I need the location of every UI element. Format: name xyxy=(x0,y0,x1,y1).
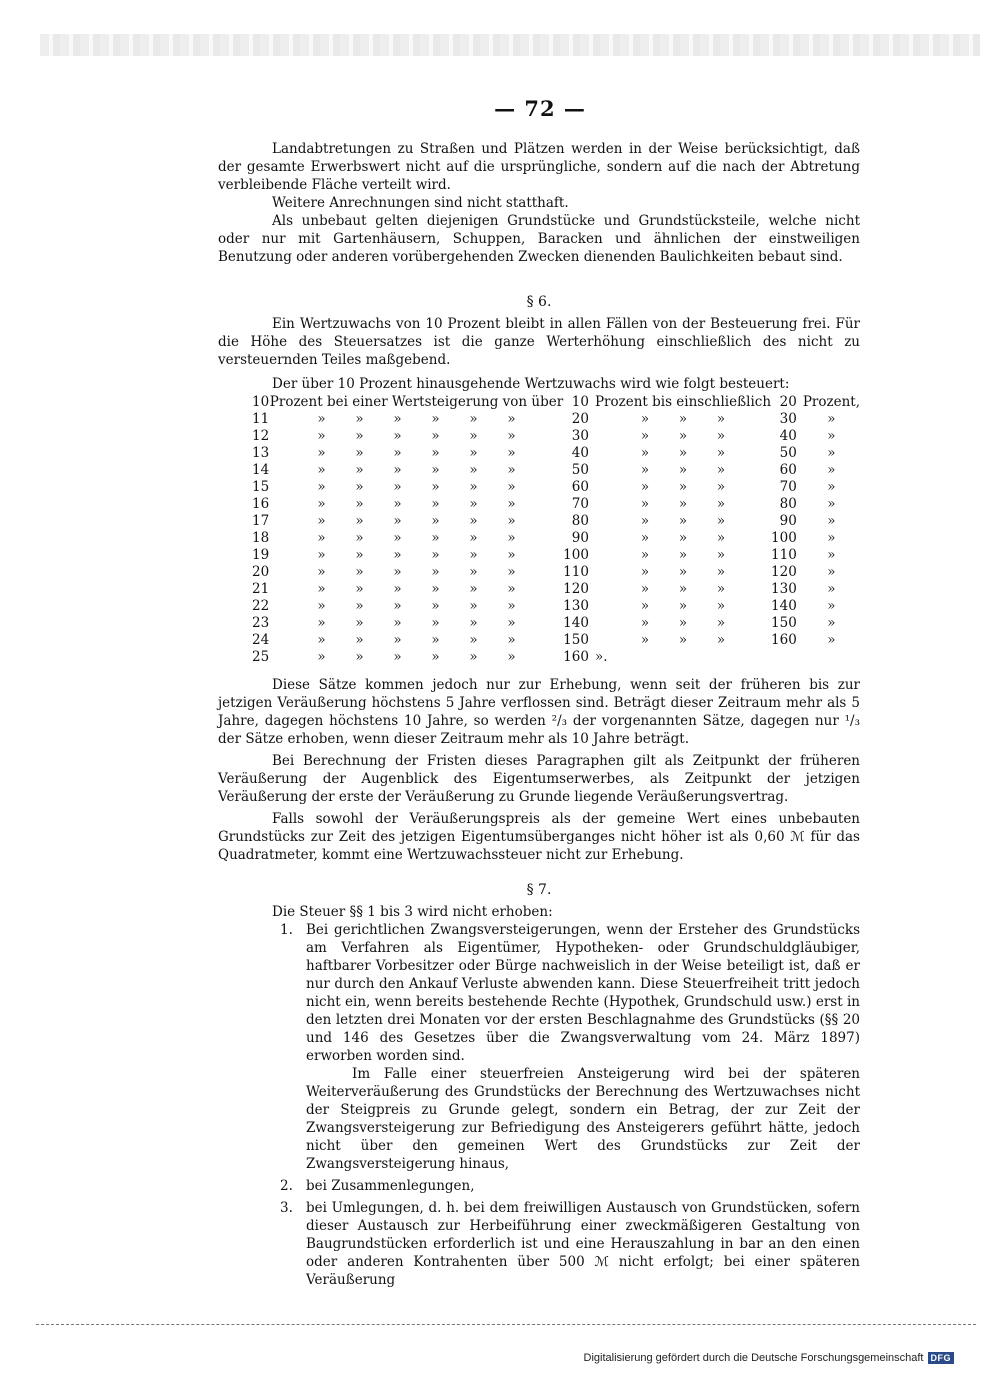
ditto-group xyxy=(595,445,771,462)
ditto-mark: » xyxy=(469,649,478,665)
scan-artifact-band xyxy=(40,34,980,56)
ditto-mark: » xyxy=(393,513,402,529)
ditto-mark: » xyxy=(507,479,516,495)
ditto-group xyxy=(803,547,860,564)
from-cell: 10 xyxy=(571,394,589,410)
ditto-mark: » xyxy=(640,411,650,427)
ditto-mark: » xyxy=(469,581,478,597)
ditto-mark: » xyxy=(431,530,440,546)
ditto-mark: » xyxy=(678,530,688,546)
table-row xyxy=(252,564,860,581)
ditto-mark: » xyxy=(355,513,364,529)
list-text xyxy=(306,921,860,1173)
section-7 xyxy=(218,874,860,1289)
ditto-mark: » xyxy=(317,547,326,563)
list-number: 2. xyxy=(280,1178,293,1194)
to-cell: 160 xyxy=(771,632,797,648)
ditto-mark: » xyxy=(393,411,402,427)
ditto-mark: » xyxy=(431,598,440,614)
ditto-mark: » xyxy=(317,581,326,597)
ditto-mark: » xyxy=(355,479,364,495)
ditto-group xyxy=(270,513,563,530)
footer-rule xyxy=(36,1324,976,1325)
ditto-mark: » xyxy=(678,598,688,614)
ditto-mark: » xyxy=(469,564,478,580)
from-cell: 160 xyxy=(563,649,589,665)
to-cell: 100 xyxy=(771,530,797,546)
rate-cell: 11 xyxy=(252,411,270,427)
ditto-group xyxy=(270,598,563,615)
to-cell: 140 xyxy=(771,598,797,614)
paragraph: Die Steuer §§ 1 bis 3 wird nicht erhoben: xyxy=(272,904,553,920)
table-row xyxy=(252,598,860,615)
ditto-mark: » xyxy=(393,479,402,495)
from-cell: 100 xyxy=(563,547,589,563)
ditto-mark: » xyxy=(393,581,402,597)
ditto-mark: » xyxy=(640,496,650,512)
ditto-mark: » xyxy=(317,445,326,461)
ditto-mark: » xyxy=(640,445,650,461)
ditto-group xyxy=(803,615,860,632)
ditto-mark: » xyxy=(317,598,326,614)
ditto-mark: » xyxy=(678,428,688,444)
ditto-mark: » xyxy=(716,530,726,546)
intro-paragraph: Weitere Anrechnungen sind nicht statthaft. xyxy=(272,195,569,211)
from-cell: 50 xyxy=(571,462,589,478)
ditto-group xyxy=(803,445,860,462)
ditto-mark: » xyxy=(317,649,326,665)
ditto-group xyxy=(803,496,860,513)
ditto-mark: » xyxy=(355,496,364,512)
ditto-mark: » xyxy=(678,564,688,580)
ditto-mark: » xyxy=(827,411,836,427)
ditto-mark: » xyxy=(355,411,364,427)
ditto-group xyxy=(803,428,860,445)
ditto-mark: » xyxy=(507,615,516,631)
table-row xyxy=(252,615,860,632)
ditto-mark: » xyxy=(827,564,836,580)
rate-cell: 25 xyxy=(252,649,270,665)
ditto-group xyxy=(270,479,563,496)
table-row xyxy=(252,462,860,479)
ditto-mark: » xyxy=(640,530,650,546)
ditto-group xyxy=(803,530,860,547)
ditto-mark: » xyxy=(716,598,726,614)
ditto-mark: » xyxy=(640,479,650,495)
ditto-mark: » xyxy=(827,513,836,529)
rate-cell: 19 xyxy=(252,547,270,563)
ditto-mark: » xyxy=(355,530,364,546)
ditto-mark: » xyxy=(393,530,402,546)
ditto-mark: » xyxy=(317,462,326,478)
ditto-mark: » xyxy=(640,632,650,648)
ditto-mark: » xyxy=(678,632,688,648)
ditto-mark: » xyxy=(393,649,402,665)
ditto-mark: » xyxy=(431,615,440,631)
table-text: Prozent bei einer Wertsteigerung von über xyxy=(269,394,564,410)
rate-cell: 20 xyxy=(252,564,270,580)
ditto-mark: » xyxy=(716,479,726,495)
to-cell: 20 xyxy=(779,394,797,410)
from-cell: 60 xyxy=(571,479,589,495)
ditto-mark: » xyxy=(469,530,478,546)
list-text xyxy=(306,1177,860,1195)
from-cell: 30 xyxy=(571,428,589,444)
ditto-group xyxy=(803,581,860,598)
ditto-mark: ». xyxy=(594,649,608,665)
ditto-mark: » xyxy=(355,547,364,563)
rate-cell: 21 xyxy=(252,581,270,597)
table-row xyxy=(252,530,860,547)
rate-cell: 23 xyxy=(252,615,270,631)
ditto-mark: » xyxy=(355,581,364,597)
list-number: 1. xyxy=(280,922,293,938)
ditto-mark: » xyxy=(827,632,836,648)
rate-cell: 24 xyxy=(252,632,270,648)
list-item xyxy=(280,921,860,1173)
ditto-mark: » xyxy=(678,513,688,529)
to-cell: 50 xyxy=(779,445,797,461)
ditto-group xyxy=(270,411,563,428)
ditto-mark: » xyxy=(716,581,726,597)
ditto-mark: » xyxy=(507,598,516,614)
ditto-mark: » xyxy=(393,428,402,444)
ditto-mark: » xyxy=(507,564,516,580)
table-row xyxy=(252,632,860,649)
ditto-mark: » xyxy=(507,496,516,512)
to-cell: 120 xyxy=(771,564,797,580)
ditto-group xyxy=(270,428,563,445)
ditto-mark: » xyxy=(640,581,650,597)
from-cell: 40 xyxy=(571,445,589,461)
ditto-group xyxy=(595,615,771,632)
ditto-mark: » xyxy=(716,632,726,648)
ditto-mark: » xyxy=(393,598,402,614)
ditto-mark: » xyxy=(431,581,440,597)
ditto-mark: » xyxy=(716,615,726,631)
ditto-mark: » xyxy=(393,547,402,563)
ditto-mark: » xyxy=(716,428,726,444)
section-6 xyxy=(218,286,860,864)
ditto-mark: » xyxy=(469,632,478,648)
dfg-logo-icon: DFG xyxy=(928,1352,955,1364)
to-cell: 30 xyxy=(779,411,797,427)
ditto-mark: » xyxy=(355,564,364,580)
ditto-mark: » xyxy=(716,547,726,563)
rate-cell: 12 xyxy=(252,428,270,444)
ditto-group xyxy=(270,615,563,632)
table-row xyxy=(252,428,860,445)
paragraph: Diese Sätze kommen jedoch nur zur Erhebung, wenn seit der früheren bis zur jetzigen Veräußerung höchstens 5 Jahre verflossen sind. Beträgt dieser Zeitraum mehr als 5 Jahre, dagegen höchstens 10 Jahre, so werden ²/₃ der vorgenannten Sätze, dagegen nur ¹/₃ der Sätze erhoben, wenn dieser Zeitraum mehr als 10 Jahre beträgt. xyxy=(218,677,860,747)
list-paragraph: bei Zusammenlegungen, xyxy=(306,1178,475,1194)
ditto-mark: » xyxy=(640,598,650,614)
rate-cell: 18 xyxy=(252,530,270,546)
ditto-group xyxy=(595,649,771,666)
ditto-group xyxy=(595,547,771,564)
ditto-mark: » xyxy=(640,428,650,444)
table-text: Prozent, xyxy=(802,394,860,410)
ditto-mark: » xyxy=(640,513,650,529)
ditto-mark: » xyxy=(317,615,326,631)
rate-cell: 17 xyxy=(252,513,270,529)
ditto-mark: » xyxy=(469,496,478,512)
ditto-mark: » xyxy=(716,411,726,427)
ditto-mark: » xyxy=(507,632,516,648)
paragraph: Bei Berechnung der Fristen dieses Paragraphen gilt als Zeitpunkt der früheren Veräußerung der Augenblick des Eigentumserwerbes, als Zeitpunkt der jetzigen Veräußerung der erste der Veräußerung zu Grunde liegende Veräußerungsvertrag. xyxy=(218,753,860,805)
ditto-mark: » xyxy=(640,615,650,631)
ditto-mark: » xyxy=(827,462,836,478)
ditto-mark: » xyxy=(716,513,726,529)
ditto-group xyxy=(803,479,860,496)
ditto-mark: » xyxy=(317,428,326,444)
ditto-mark: » xyxy=(393,462,402,478)
ditto-mark: » xyxy=(827,598,836,614)
ditto-mark: » xyxy=(317,564,326,580)
to-cell: 70 xyxy=(779,479,797,495)
ditto-group xyxy=(595,479,771,496)
ditto-group xyxy=(270,445,563,462)
ditto-mark: » xyxy=(469,428,478,444)
ditto-mark: » xyxy=(469,479,478,495)
ditto-mark: » xyxy=(507,530,516,546)
ditto-mark: » xyxy=(355,445,364,461)
rate-cell: 10 xyxy=(252,394,270,410)
ditto-mark: » xyxy=(431,479,440,495)
ditto-mark: » xyxy=(393,564,402,580)
ditto-group xyxy=(595,411,771,428)
ditto-group xyxy=(270,547,563,564)
ditto-mark: » xyxy=(827,547,836,563)
ditto-mark: » xyxy=(431,411,440,427)
intro-paragraph: Landabtretungen zu Straßen und Plätzen werden in der Weise berücksichtigt, daß der gesamte Erwerbswert nicht auf die ursprüngliche, sondern auf die nach der Abtretung verbleibende Fläche verteilt wird. xyxy=(218,141,860,193)
ditto-group xyxy=(803,564,860,581)
ditto-group xyxy=(595,513,771,530)
ditto-mark: » xyxy=(317,496,326,512)
rate-cell: 14 xyxy=(252,462,270,478)
ditto-group xyxy=(270,462,563,479)
ditto-mark: » xyxy=(507,513,516,529)
section-heading: § 6. xyxy=(526,294,552,310)
empty-cell xyxy=(771,649,803,666)
ditto-mark: » xyxy=(431,428,440,444)
ditto-mark: » xyxy=(431,496,440,512)
from-cell: 120 xyxy=(563,581,589,597)
intro-section xyxy=(218,140,860,266)
ditto-mark: » xyxy=(355,598,364,614)
table-row xyxy=(252,411,860,428)
from-cell: 150 xyxy=(563,632,589,648)
list-item xyxy=(280,1199,860,1289)
ditto-mark: » xyxy=(827,530,836,546)
ditto-mark: » xyxy=(355,649,364,665)
ditto-group xyxy=(270,632,563,649)
ditto-mark: » xyxy=(827,479,836,495)
table-row xyxy=(252,513,860,530)
tax-rate-table xyxy=(252,394,860,666)
ditto-group xyxy=(803,411,860,428)
ditto-mark: » xyxy=(431,649,440,665)
rate-cell: 16 xyxy=(252,496,270,512)
ditto-mark: » xyxy=(317,479,326,495)
ditto-mark: » xyxy=(640,564,650,580)
ditto-mark: » xyxy=(507,581,516,597)
ditto-mark: » xyxy=(827,615,836,631)
ditto-mark: » xyxy=(355,615,364,631)
ditto-mark: » xyxy=(355,462,364,478)
ditto-group xyxy=(595,598,771,615)
ditto-mark: » xyxy=(507,445,516,461)
ditto-mark: » xyxy=(431,632,440,648)
to-cell: 80 xyxy=(779,496,797,512)
ditto-mark: » xyxy=(317,632,326,648)
table-row xyxy=(252,496,860,513)
to-cell: 110 xyxy=(771,547,797,563)
ditto-mark: » xyxy=(469,513,478,529)
from-cell: 80 xyxy=(571,513,589,529)
ditto-mark: » xyxy=(431,513,440,529)
ditto-mark: » xyxy=(469,411,478,427)
list-text xyxy=(306,1199,860,1289)
ditto-mark: » xyxy=(716,496,726,512)
ditto-mark: » xyxy=(678,615,688,631)
ditto-mark: » xyxy=(507,649,516,665)
table-text: Prozent bis einschließlich xyxy=(594,394,772,410)
ditto-mark: » xyxy=(469,547,478,563)
ditto-mark: » xyxy=(469,598,478,614)
ditto-mark: » xyxy=(355,632,364,648)
ditto-mark: » xyxy=(827,445,836,461)
ditto-mark: » xyxy=(507,411,516,427)
ditto-group xyxy=(595,564,771,581)
ditto-mark: » xyxy=(678,479,688,495)
ditto-mark: » xyxy=(678,581,688,597)
table-row xyxy=(252,445,860,462)
rate-cell: 13 xyxy=(252,445,270,461)
ditto-group xyxy=(803,598,860,615)
ditto-group xyxy=(803,632,860,649)
ditto-group xyxy=(595,462,771,479)
paragraph: Der über 10 Prozent hinausgehende Wertzuwachs wird wie folgt besteuert: xyxy=(272,376,790,392)
ditto-mark: » xyxy=(469,462,478,478)
ditto-group xyxy=(270,564,563,581)
section-heading: § 7. xyxy=(526,882,552,898)
ditto-mark: » xyxy=(678,411,688,427)
from-cell: 20 xyxy=(571,411,589,427)
table-row xyxy=(252,581,860,598)
rate-cell: 22 xyxy=(252,598,270,614)
ditto-group xyxy=(595,496,771,513)
list-paragraph: Im Falle einer steuerfreien Ansteigerung wird bei der späteren Weiterveräußerung des Grundstücks der Berechnung des Wertzuwachses nicht der Steigpreis zu Grunde gelegt, sondern ein Betrag, der zur Zeit der Zwangsversteigerung zur Befriedigung des Ansteigerers geführt hätte, jedoch nicht über den gemeinen Wert des Grundstücks zur Zeit der Zwangsversteigerung hinaus, xyxy=(306,1066,860,1172)
from-cell: 110 xyxy=(563,564,589,580)
empty-cell xyxy=(803,649,860,666)
ditto-mark: » xyxy=(317,411,326,427)
rate-cell: 15 xyxy=(252,479,270,495)
ditto-mark: » xyxy=(716,564,726,580)
ditto-mark: » xyxy=(827,496,836,512)
paragraph: Falls sowohl der Veräußerungspreis als der gemeine Wert eines unbebauten Grundstücks zur Zeit des jetzigen Eigentumsüberganges nicht höher ist als 0,60 ℳ für das Quadratmeter, kommt eine Wertzuwachssteuer nicht zur Erhebung. xyxy=(218,811,860,863)
to-cell: 40 xyxy=(779,428,797,444)
ditto-mark: » xyxy=(507,462,516,478)
to-cell: 60 xyxy=(779,462,797,478)
list-paragraph: Bei gerichtlichen Zwangsversteigerungen, wenn der Ersteher des Grundstücks am Verfahren als Eigentümer, Hypotheken- oder Grundschuldgläubiger, haftbarer Vorbesitzer oder Bürge nachweislich in der Weise beteiligt ist, daß er nur durch den Ankauf Verluste abwenden kann. Diese Steuerfreiheit tritt jedoch nicht ein, wenn bereits bestehende Rechte (Hypothek, Grundschuld usw.) erst in den letzten drei Monaten vor der ersten Beschlagnahme des Grundstücks (§§ 20 und 146 des Gesetzes über die Zwangsverwaltung vom 24. März 1897) erworben worden sind. xyxy=(306,922,860,1064)
ditto-group xyxy=(803,513,860,530)
ditto-mark: » xyxy=(716,445,726,461)
ditto-mark: » xyxy=(678,445,688,461)
ditto-mark: » xyxy=(317,530,326,546)
list-number: 3. xyxy=(280,1200,293,1216)
ditto-group xyxy=(270,530,563,547)
to-cell: 150 xyxy=(771,615,797,631)
table-row xyxy=(252,547,860,564)
ditto-mark: » xyxy=(469,445,478,461)
ditto-mark: » xyxy=(507,547,516,563)
ditto-group xyxy=(595,581,771,598)
ditto-group xyxy=(270,649,563,666)
ditto-mark: » xyxy=(827,428,836,444)
ditto-mark: » xyxy=(716,462,726,478)
footer-credit xyxy=(584,1352,954,1364)
ditto-mark: » xyxy=(827,581,836,597)
ditto-mark: » xyxy=(507,428,516,444)
ditto-mark: » xyxy=(640,462,650,478)
ditto-mark: » xyxy=(640,547,650,563)
from-cell: 130 xyxy=(563,598,589,614)
ditto-mark: » xyxy=(393,445,402,461)
table-row xyxy=(252,649,860,666)
ditto-mark: » xyxy=(393,615,402,631)
ditto-group xyxy=(803,462,860,479)
ditto-mark: » xyxy=(678,496,688,512)
ditto-group xyxy=(270,496,563,513)
ditto-mark: » xyxy=(469,615,478,631)
to-cell: 130 xyxy=(771,581,797,597)
paragraph: Ein Wertzuwachs von 10 Prozent bleibt in allen Fällen von der Besteuerung frei. Für die Höhe des Steuersatzes ist die ganze Werterhöhung einschließlich des nicht zu versteuernden Teiles maßgebend. xyxy=(218,316,860,368)
table-header-row xyxy=(252,394,860,411)
ditto-group xyxy=(595,428,771,445)
intro-paragraph: Als unbebaut gelten diejenigen Grundstücke und Grundstücksteile, welche nicht oder nur mit Gartenhäusern, Schuppen, Baracken und ähnlichen der einstweiligen Benutzung oder anderen vorübergehenden Zwecken dienenden Baulichkeiten bebaut sind. xyxy=(218,213,860,265)
from-cell: 70 xyxy=(571,496,589,512)
list-item xyxy=(280,1177,860,1195)
from-cell: 90 xyxy=(571,530,589,546)
ditto-mark: » xyxy=(678,462,688,478)
ditto-mark: » xyxy=(393,496,402,512)
from-cell: 140 xyxy=(563,615,589,631)
footer-credit-text: Digitalisierung gefördert durch die Deutsche Forschungsgemeinschaft xyxy=(583,1352,924,1364)
ditto-group xyxy=(595,632,771,649)
to-cell: 90 xyxy=(779,513,797,529)
table-row xyxy=(252,479,860,496)
list-paragraph: bei Umlegungen, d. h. bei dem freiwilligen Austausch von Grundstücken, sofern dieser Austausch zur Herbeiführung einer zweckmäßigeren Gestaltung von Baugrundstücken erforderlich ist und eine Herauszahlung in bar an den einen oder anderen Kontrahenten über 500 ℳ nicht erfolgt; bei einer späteren Veräußerung xyxy=(306,1200,860,1288)
ditto-mark: » xyxy=(678,547,688,563)
ditto-mark: » xyxy=(431,564,440,580)
ditto-mark: » xyxy=(393,632,402,648)
ditto-mark: » xyxy=(355,428,364,444)
ditto-mark: » xyxy=(317,513,326,529)
ditto-mark: » xyxy=(431,547,440,563)
ditto-mark: » xyxy=(431,445,440,461)
ditto-mark: » xyxy=(431,462,440,478)
ditto-group xyxy=(595,530,771,547)
page-number: — 72 — xyxy=(494,96,586,121)
ditto-group xyxy=(270,581,563,598)
